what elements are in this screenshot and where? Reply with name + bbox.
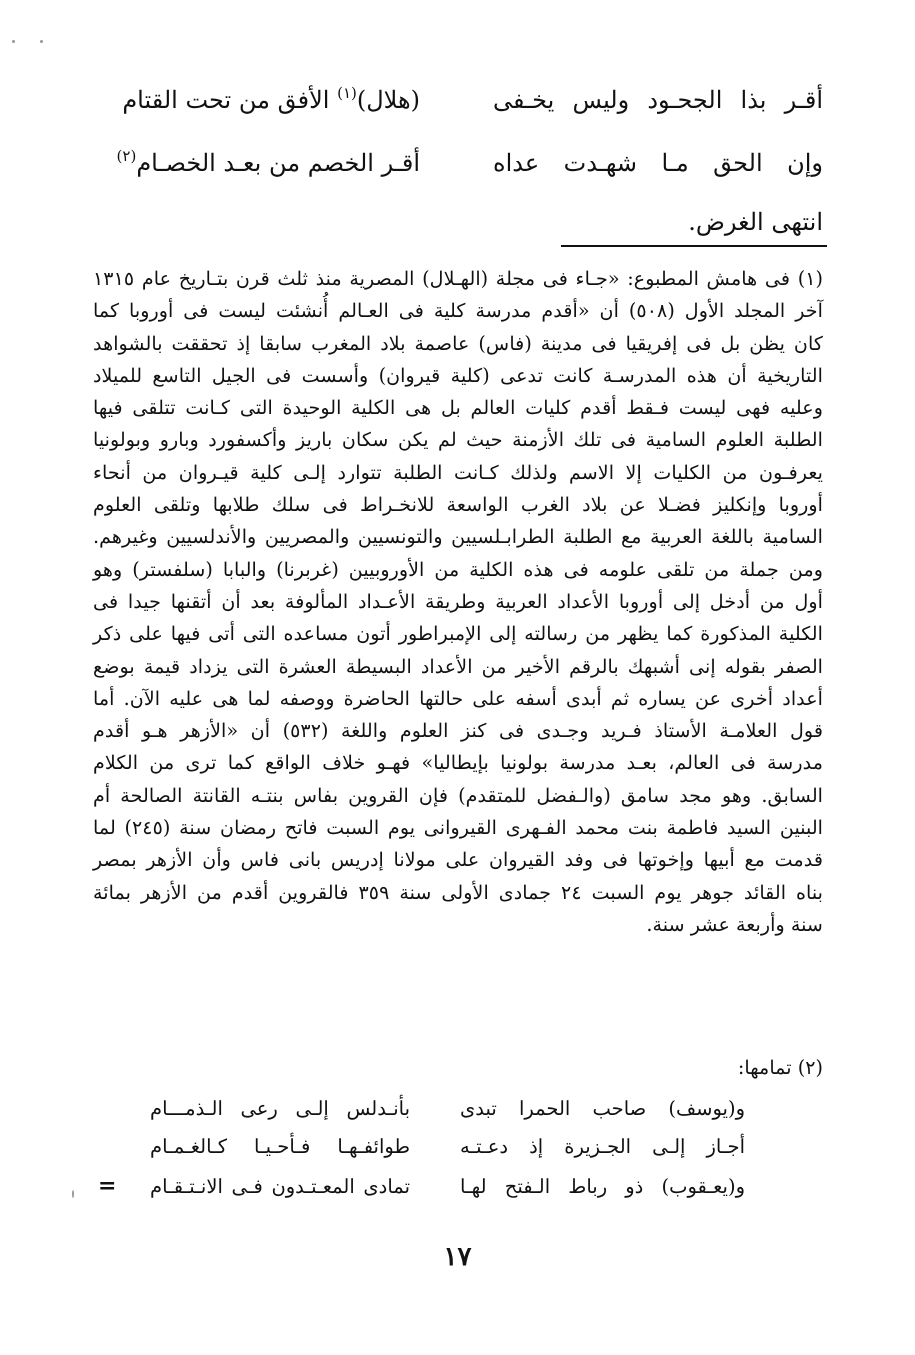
footnote-2-verse-3-second: تمادى المعـتـدون فـى الانـتـقـام	[150, 1175, 410, 1198]
footnote-1-line: الكلية المذكورة كما يظهر من رسالته إلى الإمبراطور أتون مساعده التى أتى فيها على ذكر	[93, 622, 823, 646]
footnote-1-line: يعرفـون من الكليات إلا الاسم ولذلك كـانت الطلبة تتوارد إلـى كلية قيـروان من أنحاء	[93, 460, 823, 484]
footnote-ref-2: (٢)	[116, 147, 137, 165]
footnote-2-verse-1-second: بأنـدلس إلـى رعى الـذمـــام	[150, 1097, 410, 1120]
scan-speck	[72, 1190, 74, 1198]
poem-line1-hilal: (هلال)	[356, 86, 420, 114]
footnote-1-line: الطلبة العلوم السامية فى تلك الأزمنة حيث لم يكن سكان باريز وأكسفورد وبارو وبولونيا	[93, 428, 823, 452]
poem-line2-second-hemistich	[100, 148, 420, 181]
footnote-1-line: البنين السيد فاطمة بنت محمد الفـهرى القيروانى يوم السبت فاتح رمضان سنة (٢٤٥) لما	[93, 816, 824, 840]
footnote-1-line: قول العلامـة الأستاذ فـريد وجـدى فى كنز العلوم واللغة (٥٣٢) أن «الأزهر هـو أقدم	[93, 719, 823, 743]
footnote-1-line: السامية باللغة العربية مع الطلبة الطرابـلسيين والتونسيين والمصريين والأندلسيين وغيرهم.	[93, 525, 823, 549]
footnote-2-verse-2-second: طوائفـهـا فـأحـيـا كـالغـمـام	[150, 1135, 410, 1158]
closing-line: انتهى الغرض.	[688, 208, 823, 236]
footnote-1-line: التاريخية أن هذه المدرسـة كانت تدعى (كلية قيروان) وأسست فى الجيل التاسع للميلاد	[93, 363, 823, 387]
poem-line1-second-text: الأفق من تحت القتام	[122, 86, 338, 114]
footnote-1	[93, 263, 823, 941]
footnote-separator	[561, 245, 827, 247]
footnote-1-line: أوروبا وإنكليز فضـلا عن بلاد الغرب الواسعة للانخـراط فى سلك طلابها وتلقى العلوم	[93, 493, 823, 517]
poem-line2-first-hemistich: وإن الحق مـا شهـدت عداه	[493, 149, 823, 177]
footnote-1-line: مدرسة فى العالم، بعـد مدرسة بولونيا بإيطاليا» فهـو خلاف الواقع كما ترى من الكلام	[93, 751, 823, 775]
footnote-1-line: أعداد أخرى عن يساره ثم أبدى أسفه على حالتها الحاضرة ووصفه لما هى عليه الآن. أما	[93, 686, 823, 710]
scan-speck	[12, 40, 15, 43]
footnote-1-line: السابق. وهو مجد سامق (والـفضل للمتقدم) فإن القروين بفاس بنتـه القانتة الصالحة أم	[93, 783, 823, 807]
footnote-1-line: كان يظن بل فى إفريقيا فى مدينة (فاس) عاصمة بلاد المغرب سابقا إذ تحققت بالشواهد	[93, 331, 823, 355]
footnote-2-label: (٢) تمامها:	[737, 1056, 823, 1079]
footnote-1-line: أول من أدخل إلى أوروبا الأعداد العربية وطريقة الأعـداد المألوفة بعد أن أتقنها جيدا فى	[93, 589, 823, 613]
footnote-ref-1: (١)	[337, 84, 357, 102]
page-number: ١٧	[443, 1242, 472, 1272]
footnote-1-line: قدمت مع أبيها وإخوتها فى وفد القيروان على مولانا إدريس بانى فاس وأن الأزهر بمصر	[93, 848, 823, 872]
footnote-1-line: وعليه فهى ليست فـقط أقدم كليات العالم بل هى الكلية الوحيدة التى كـانت تتلقى فيها	[93, 396, 823, 420]
footnote-2-verse-3-first: و(يعـقوب) ذو رباط الـفتح لهـا	[460, 1175, 745, 1198]
poem-line2-second-text: أقـر الخصم من بعـد الخصـام	[136, 149, 420, 177]
footnote-1-line: بناه القائد جوهر يوم السبت ٢٤ جمادى الأولى سنة ٣٥٩ فالقروين أقدم من الأزهر بمائة	[93, 880, 823, 904]
poem-line1-second-hemistich	[100, 85, 420, 118]
poem-line1-first-hemistich: أقـر بذا الجحـود وليس يخـفى	[493, 86, 823, 114]
footnote-1-line: (١) فى هامش المطبوع: «جـاء فى مجلة (الهـلال) المصرية منذ ثلث قرن بتـاريخ عام ١٣١٥	[93, 267, 823, 290]
footnote-1-line: آخر المجلد الأول (٥٠٨) أن «أقدم مدرسة كلية فى العـالم أُنشئت ليست فى أوروبا كما	[93, 299, 823, 323]
footnote-2-verse-2-first: أجـاز إلـى الجـزيرة إذ دعـتـه	[460, 1135, 745, 1158]
footnote-1-line: الصفر بقوله إنى أشبهك بالرقم الأخير من الأعداد البسيطة العشرة التى يزداد قيمة بوضع	[93, 654, 823, 678]
continuation-mark: =	[98, 1173, 117, 1199]
scan-speck	[40, 40, 43, 43]
footnote-2-verse-1-first: و(يوسف) صاحب الحمرا تبدى	[460, 1097, 745, 1120]
footnote-1-line: ومن جملة من تلقى علومه فى هذه الكلية من الأوروبيين (غربرنا) والبابا (سلفستر) وهو	[93, 557, 823, 581]
footnote-1-line: سنة وأربعة عشر سنة.	[646, 912, 823, 936]
